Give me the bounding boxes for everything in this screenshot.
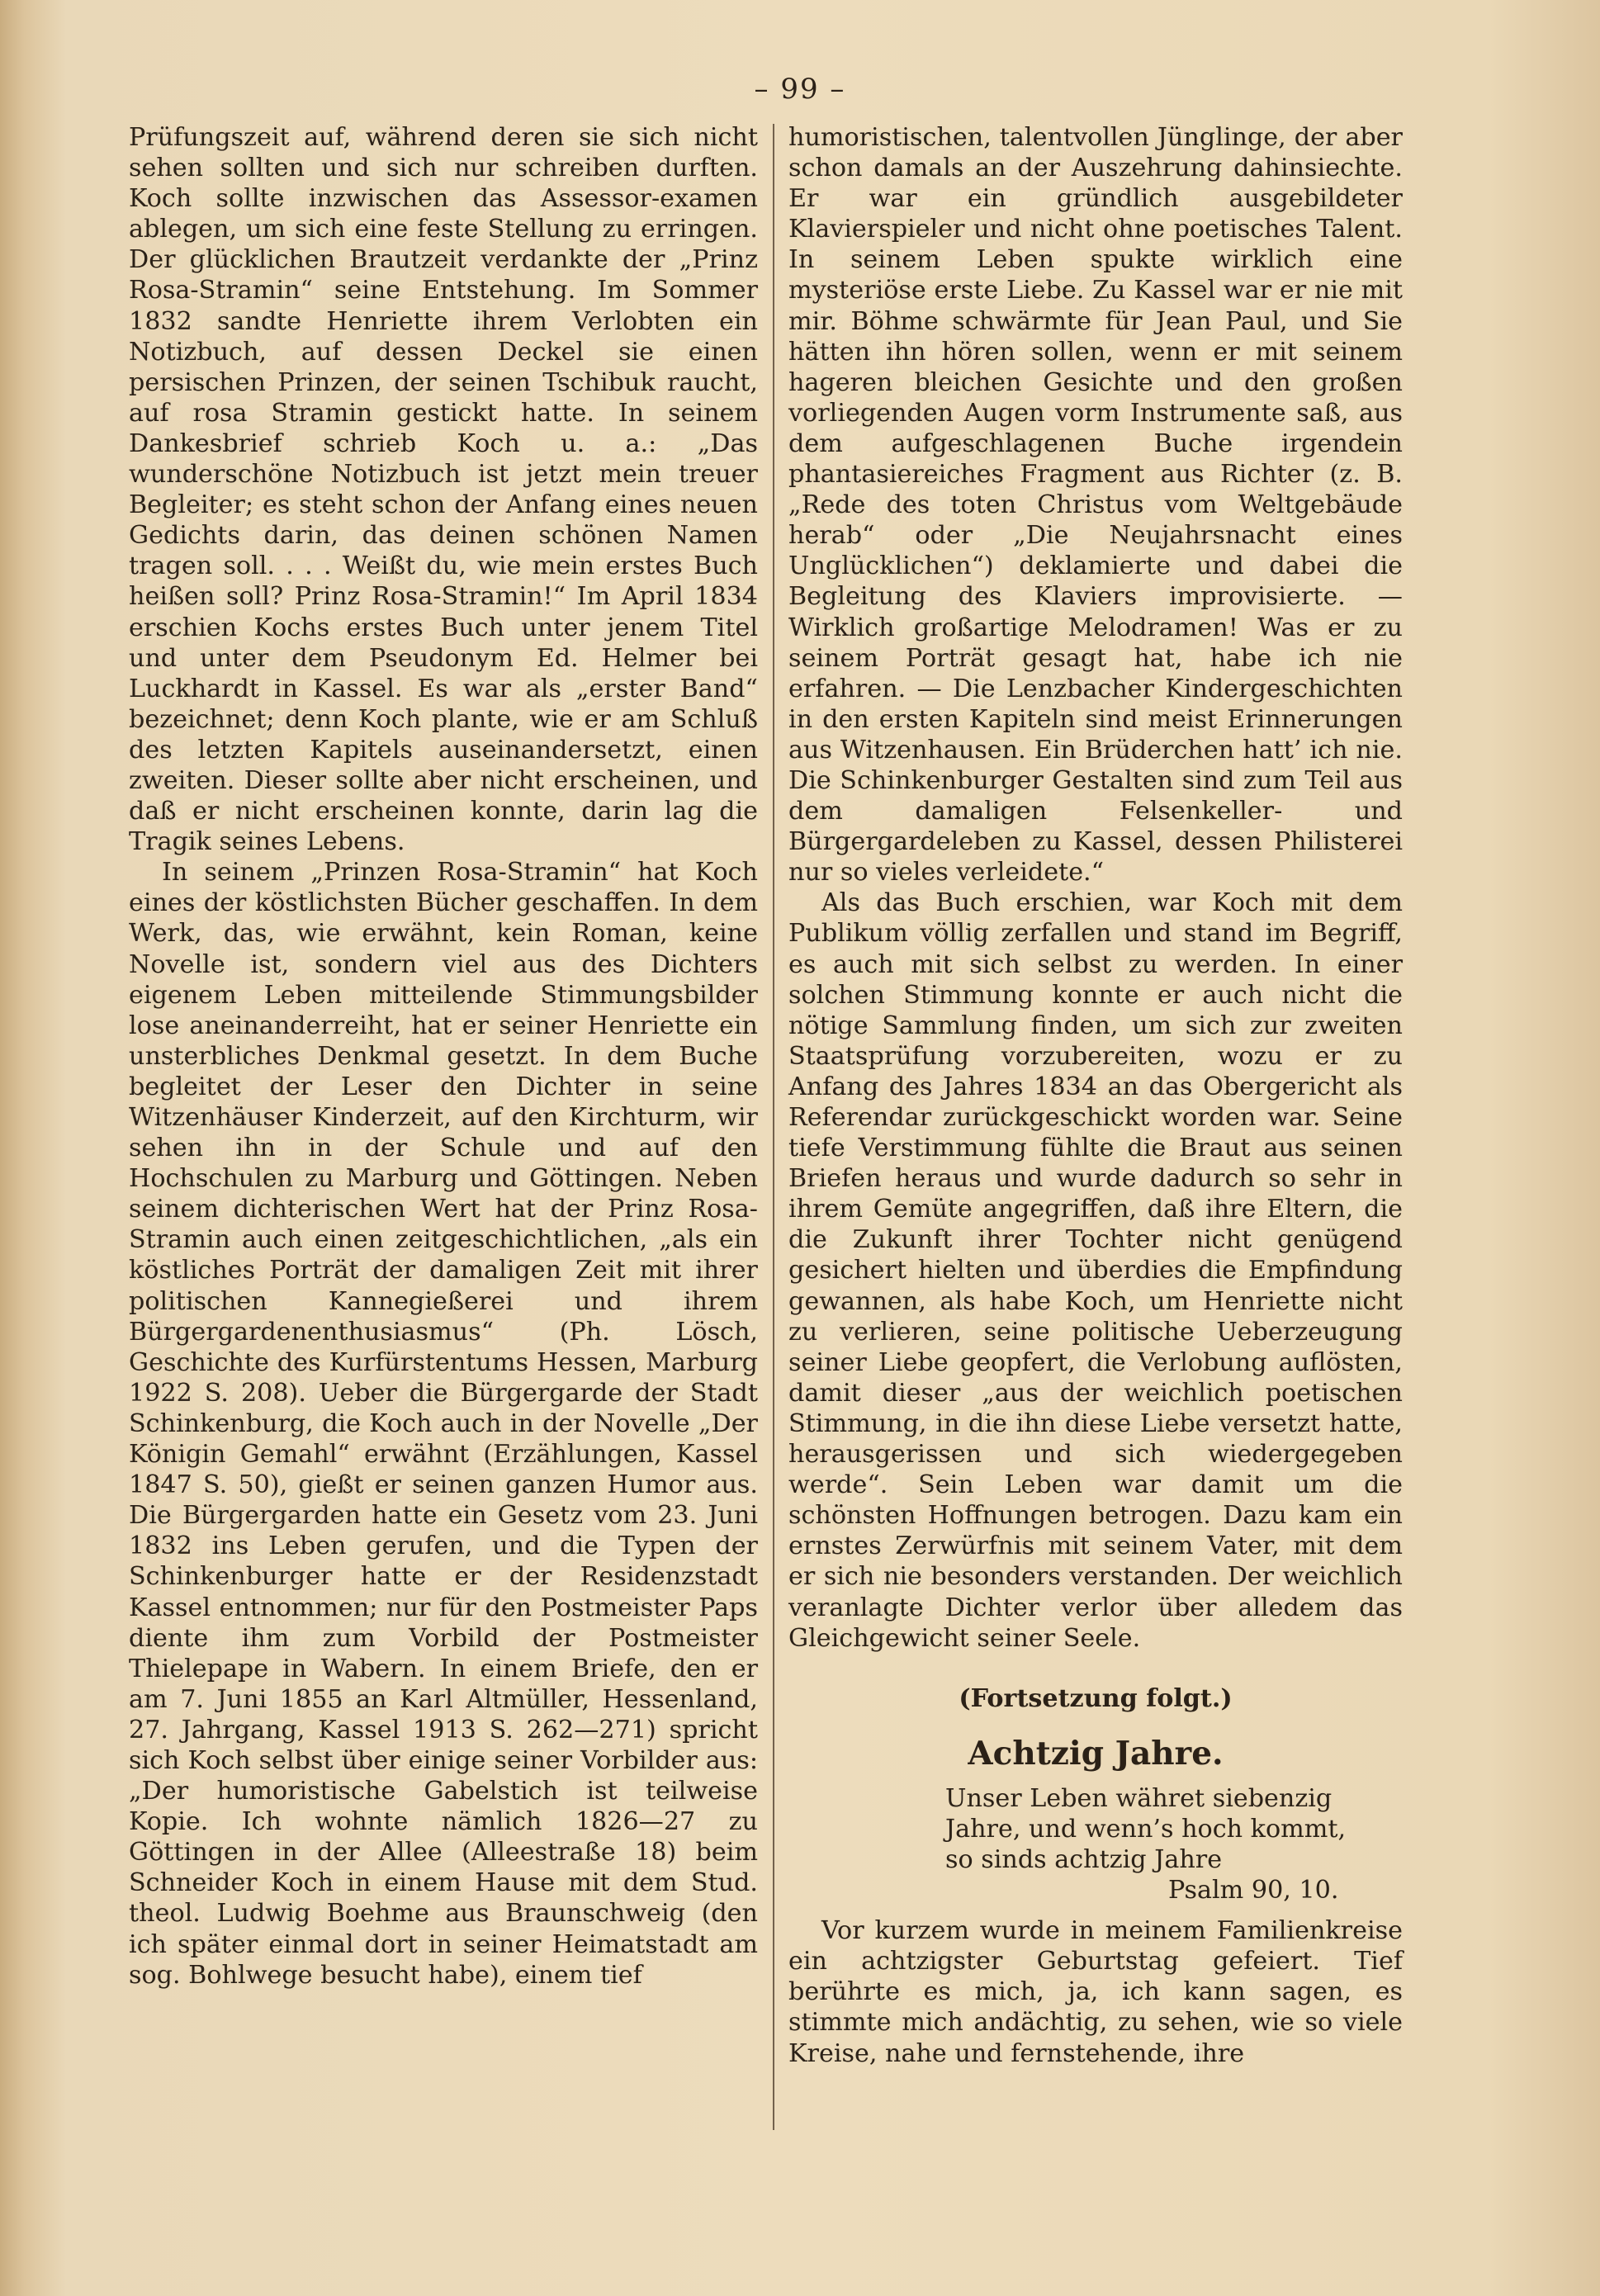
column-divider <box>773 124 774 2130</box>
epigraph-line: Jahre, und wenn’s hoch kommt, <box>945 1814 1347 1844</box>
article-paragraph: Vor kurzem wurde in meinem Familienkreise ein achtzigster Geburtstag gefeiert. Tief berührte es mich, ja, ich kann sagen, es stimmte mich andächtig, zu sehen, wie so viele Kreise, nahe und fernstehende, ihre <box>788 1916 1403 2068</box>
right-paragraph-1: humoristischen, talentvollen Jünglinge, der aber schon damals an der Auszehrung dahinsiechte. Er war ein gründlich ausgebildeter Klavierspieler und nicht ohne poetisches Talent. In seinem Leben spukte wirklich eine mysteriöse erste Liebe. Zu Kassel war er nie mit mir. Böhme schwärmte für Jean Paul, und Sie hätten ihn hören sollen, wenn er mit seinem hageren bleichen Gesichte und den großen vorliegenden Augen vorm Instrumente saß, aus dem aufgeschlagenen Buche irgendein phantasiereiches Fragment aus Richter (z. B. „Rede des toten Christus vom Weltgebäude herab“ oder „Die Neujahrsnacht eines Unglücklichen“) deklamierte und dabei die Begleitung des Klaviers improvisierte. — Wirklich großartige Melodramen! Was er zu seinem Porträt gesagt hat, habe ich nie erfahren. — Die Lenzbacher Kindergeschichten in den ersten Kapiteln sind meist Erinnerungen aus Witzenhausen. Ein Brüderchen hatt’ ich nie. Die Schinkenburger Gestalten sind zum Teil aus dem damaligen Felsenkeller- und Bürgergardeleben zu Kassel, dessen Philisterei nur so vieles verleidete.“ <box>788 123 1403 888</box>
epigraph-source: Psalm 90, 10. <box>1168 1876 1339 1905</box>
right-paragraph-2: Als das Buch erschien, war Koch mit dem Publikum völlig zerfallen und stand im Begriff, es auch mit sich selbst zu werden. In einer solchen Stimmung konnte er auch nicht die nötige Sammlung finden, um sich zur zweiten Staatsprüfung vorzubereiten, wozu er zu Anfang des Jahres 1834 an das Obergericht als Referendar zurückgeschickt worden war. Seine tiefe Verstimmung fühlte die Braut aus seinen Briefen heraus und wurde dadurch so sehr in ihrem Gemüte angegriffen, daß ihre Eltern, die die Zukunft ihrer Tochter nicht genügend gesichert hielten und überdies die Empfindung gewannen, als habe Koch, um Henriette nicht zu verlieren, seine politische Ueberzeugung seiner Liebe geopfert, die Verlobung auflösten, damit dieser „aus der weichlich poetischen Stimmung, in die ihn diese Liebe versetzt hatte, herausgerissen und sich wiedergegeben werde“. Sein Leben war damit um die schönsten Hoffnungen betrogen. Dazu kam ein ernstes Zerwürfnis mit seinem Vater, mit dem er sich nie besonders verstanden. Der weichlich veranlagte Dichter verlor über alledem das Gleichgewicht seiner Seele. <box>788 888 1403 1653</box>
left-column <box>129 122 758 1991</box>
page-number: – 99 – <box>754 73 846 106</box>
continued-note: (Fortsetzung folgt.) <box>959 1683 1233 1713</box>
right-column <box>788 122 1403 2069</box>
epigraph-line: so sinds achtzig Jahre <box>945 1844 1223 1874</box>
epigraph-line: Unser Leben währet siebenzig <box>945 1783 1333 1813</box>
left-paragraph-1: Prüfungszeit auf, während deren sie sich nicht sehen sollten und sich nur schreiben durften. Koch sollte inzwischen das Assessor-examen ablegen, um sich eine feste Stellung zu erringen. Der glücklichen Brautzeit verdankte der „Prinz Rosa-Stramin“ seine Entstehung. Im Sommer 1832 sandte Henriette ihrem Verlobten ein Notizbuch, auf dessen Deckel sie einen persischen Prinzen, der seinen Tschibuk raucht, auf rosa Stramin gestickt hatte. In seinem Dankesbrief schrieb Koch u. a.: „Das wunderschöne Notizbuch ist jetzt mein treuer Begleiter; es steht schon der Anfang eines neuen Gedichts darin, das deinen schönen Namen tragen soll. . . . Weißt du, wie mein erstes Buch heißen soll? Prinz Rosa-Stramin!“ Im April 1834 erschien Kochs erstes Buch unter jenem Titel und unter dem Pseudonym Ed. Helmer bei Luckhardt in Kassel. Es war als „erster Band“ bezeichnet; denn Koch plante, wie er am Schluß des letzten Kapitels auseinandersetzt, einen zweiten. Dieser sollte aber nicht erscheinen, und daß er nicht erscheinen konnte, darin lag die Tragik seines Lebens. <box>129 123 758 857</box>
left-paragraph-2: In seinem „Prinzen Rosa-Stramin“ hat Koch eines der köstlichsten Bücher geschaffen. In dem Werk, das, wie erwähnt, kein Roman, keine Novelle ist, sondern viel aus des Dichters eigenem Leben mitteilende Stimmungsbilder lose aneinanderreiht, hat er seiner Henriette ein unsterbliches Denkmal gesetzt. In dem Buche begleitet der Leser den Dichter in seine Witzenhäuser Kinderzeit, auf den Kirchturm, wir sehen ihn in der Schule und auf den Hochschulen zu Marburg und Göttingen. Neben seinem dichterischen Wert hat der Prinz Rosa-Stramin auch einen zeitgeschichtlichen, „als ein köstliches Porträt der damaligen Zeit mit ihrer politischen Kannegießerei und ihrem Bürgergardenenthusiasmus“ (Ph. Lösch, Geschichte des Kurfürstentums Hessen, Marburg 1922 S. 208). Ueber die Bürgergarde der Stadt Schinkenburg, die Koch auch in der Novelle „Der Königin Gemahl“ erwähnt (Erzählungen, Kassel 1847 S. 50), gießt er seinen ganzen Humor aus. Die Bürgergarden hatte ein Gesetz vom 23. Juni 1832 ins Leben gerufen, und die Typen der Schinkenburger hatte er der Residenzstadt Kassel entnommen; nur für den Postmeister Paps diente ihm zum Vorbild der Postmeister Thielepape in Wabern. In einem Briefe, den er am 7. Juni 1855 an Karl Altmüller, Hessenland, 27. Jahrgang, Kassel 1913 S. 262—271) spricht sich Koch selbst über einige seiner Vorbilder aus: „Der humoristische Gabelstich ist teilweise Kopie. Ich wohnte nämlich 1826—27 zu Göttingen in der Allee (Alleestraße 18) beim Schneider Koch in einem Hause mit dem Stud. theol. Ludwig Boehme aus Braunschweig (den ich später einmal dort in seiner Heimatstadt am sog. Bohlwege besucht habe), einem tief <box>129 858 758 1990</box>
epigraph <box>945 1783 1403 1875</box>
article-heading: Achtzig Jahre. <box>968 1734 1224 1773</box>
